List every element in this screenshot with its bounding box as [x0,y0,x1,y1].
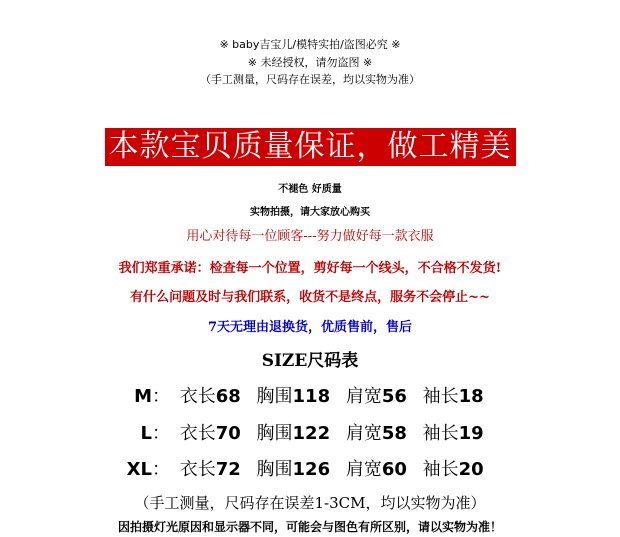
measurement-sleeve [423,455,484,481]
measurement-sleeve [423,419,484,445]
promise-customer-care: 用心对待每一位顾客---努力做好每一款衣服 [186,229,434,244]
authorization-notice: ※ 未经授权，请勿盗图 ※ [247,56,373,69]
measurement-sleeve [423,382,484,408]
quality-banner-container [0,128,620,166]
measurement-value: 68 [215,386,241,407]
measurement-value: 70 [215,423,241,444]
measurement-value: 60 [381,459,407,480]
quality-banner: 本款宝贝质量保证，做工精美 [105,128,516,166]
promise-quality-check: 我们郑重承诺：检查每一个位置，剪好每一个线头，不合格不发货! [118,261,502,276]
measurement-length [180,455,241,481]
size-row-l [82,419,494,445]
measurement-label: 肩宽 [345,423,382,444]
measurement-shoulder [346,382,407,408]
measurement-error-note: （手工测量，尺码存在误差1-3CM，均以实物为准） [134,494,486,512]
measurement-length [180,419,241,445]
size-colon: ： [152,386,170,407]
measurement-label: 胸围 [256,423,293,444]
measurement-value: 18 [458,386,484,407]
measurement-label: 衣长 [179,459,216,480]
size-row-m [82,382,494,408]
size-colon: ： [152,459,170,480]
measurement-label: 肩宽 [345,386,382,407]
measurement-value: 72 [215,459,241,480]
feature-colorfast: 不褪色 好质量 [278,184,342,195]
measurement-value: 56 [381,386,407,407]
size-label: M [134,386,152,407]
size-table-title: SIZE尺码表 [261,351,359,371]
measurement-length [180,382,241,408]
measurement-shoulder [346,455,407,481]
measurement-shoulder [346,419,407,445]
promise-return-policy: 7天无理由退换货，优质售前，售后 [207,320,413,335]
measurement-label: 胸围 [256,386,293,407]
measurement-label: 袖长 [422,386,459,407]
measurement-label: 袖长 [422,423,459,444]
measurement-chest [257,382,331,408]
measurement-notice: （手工测量，尺码存在误差，均以实物为准） [200,73,420,86]
measurement-chest [257,419,331,445]
size-row-xl [82,455,494,481]
size-colon: ： [152,423,170,444]
measurement-value: 58 [381,423,407,444]
measurement-label: 衣长 [179,386,216,407]
measurement-value: 19 [458,423,484,444]
size-label: L [140,423,152,444]
measurement-label: 袖长 [422,459,459,480]
measurement-label: 衣长 [179,423,216,444]
measurement-value: 122 [292,423,331,444]
feature-real-photo: 实物拍摄，请大家放心购买 [250,207,370,218]
measurement-label: 胸围 [256,459,293,480]
promise-service: 有什么问题及时与我们联系，收货不是终点，服务不会停止~~ [130,290,490,305]
color-difference-note: 因拍摄灯光原因和显示器不同，可能会与图色有所区别，请以实物为准！ [117,520,502,534]
measurement-label: 肩宽 [345,459,382,480]
copyright-notice: ※ baby吉宝儿/模特实拍/盗图必究 ※ [219,38,401,51]
measurement-value: 118 [292,386,331,407]
measurement-value: 126 [292,459,331,480]
measurement-chest [257,455,331,481]
measurement-value: 20 [458,459,484,480]
size-label: XL [126,459,152,480]
